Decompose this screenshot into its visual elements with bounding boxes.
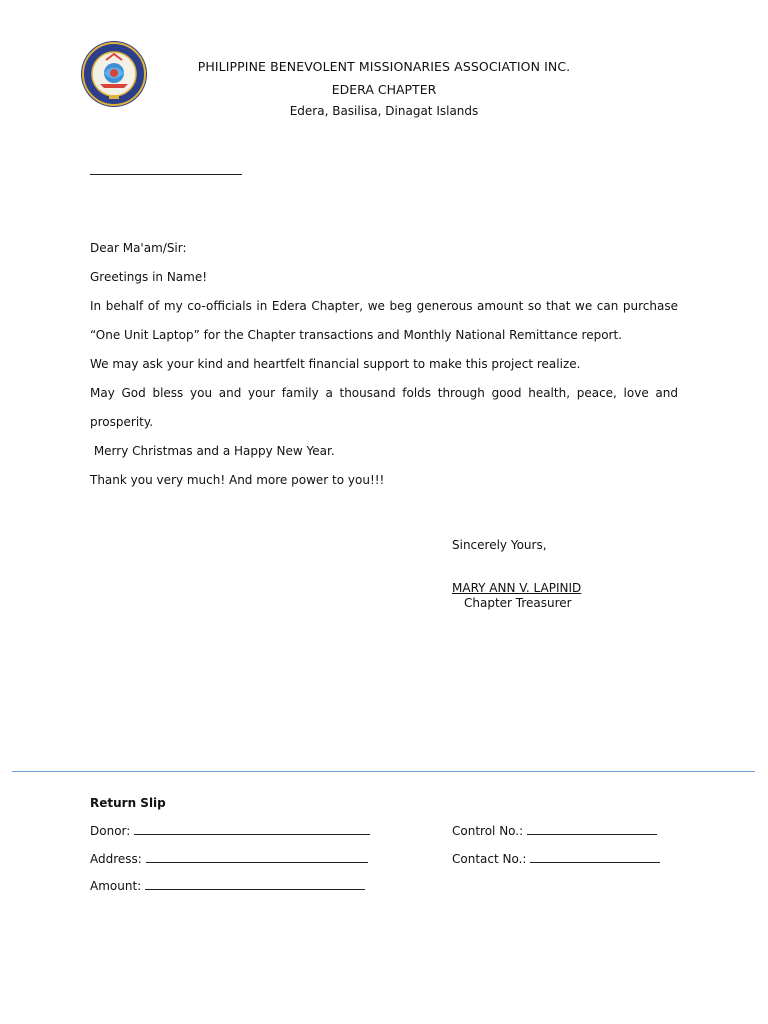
return-slip-title: Return Slip <box>90 796 166 810</box>
chapter-address: Edera, Basilisa, Dinagat Islands <box>289 104 479 118</box>
paragraph-line: In behalf of my co-officials in Edera Chapter, we beg generous amount so that we can purchase <box>90 299 678 313</box>
paragraph-line: We may ask your kind and heartfelt financial support to make this project realize. <box>90 357 581 371</box>
amount-blank-line[interactable] <box>145 878 365 890</box>
recipient-blank-line <box>90 164 242 175</box>
amount-field[interactable] <box>90 878 365 893</box>
association-seal-logo <box>80 40 148 108</box>
donor-field[interactable] <box>90 823 370 838</box>
salutation: Dear Ma'am/Sir: <box>90 241 187 255</box>
paragraph-line: May God bless you and your family a thousand folds through good health, peace, love and <box>90 386 678 400</box>
chapter-name: EDERA CHAPTER <box>331 82 437 97</box>
cut-divider <box>12 771 755 772</box>
donor-label: Donor: <box>90 824 131 838</box>
signatory-name: MARY ANN V. LAPINID <box>452 581 582 595</box>
contact-number-label: Contact No.: <box>452 852 527 866</box>
address-field[interactable] <box>90 851 368 866</box>
organization-name: PHILIPPINE BENEVOLENT MISSIONARIES ASSOCIATION INC. <box>197 59 571 74</box>
paragraph-line: Merry Christmas and a Happy New Year. <box>90 444 335 458</box>
contact-number-field[interactable] <box>452 851 660 866</box>
amount-label: Amount: <box>90 879 142 893</box>
contact-number-blank-line[interactable] <box>530 851 660 863</box>
greeting: Greetings in Name! <box>90 270 208 284</box>
paragraph-line: Thank you very much! And more power to you!!! <box>90 473 385 487</box>
paragraph-line: “One Unit Laptop” for the Chapter transactions and Monthly National Remittance report. <box>90 328 623 342</box>
paragraph-line: prosperity. <box>90 415 154 429</box>
donor-blank-line[interactable] <box>134 823 370 835</box>
address-label: Address: <box>90 852 142 866</box>
address-blank-line[interactable] <box>146 851 368 863</box>
signatory-title: Chapter Treasurer <box>464 596 572 610</box>
control-number-blank-line[interactable] <box>527 823 657 835</box>
closing: Sincerely Yours, <box>452 538 547 552</box>
control-number-field[interactable] <box>452 823 657 838</box>
control-number-label: Control No.: <box>452 824 524 838</box>
